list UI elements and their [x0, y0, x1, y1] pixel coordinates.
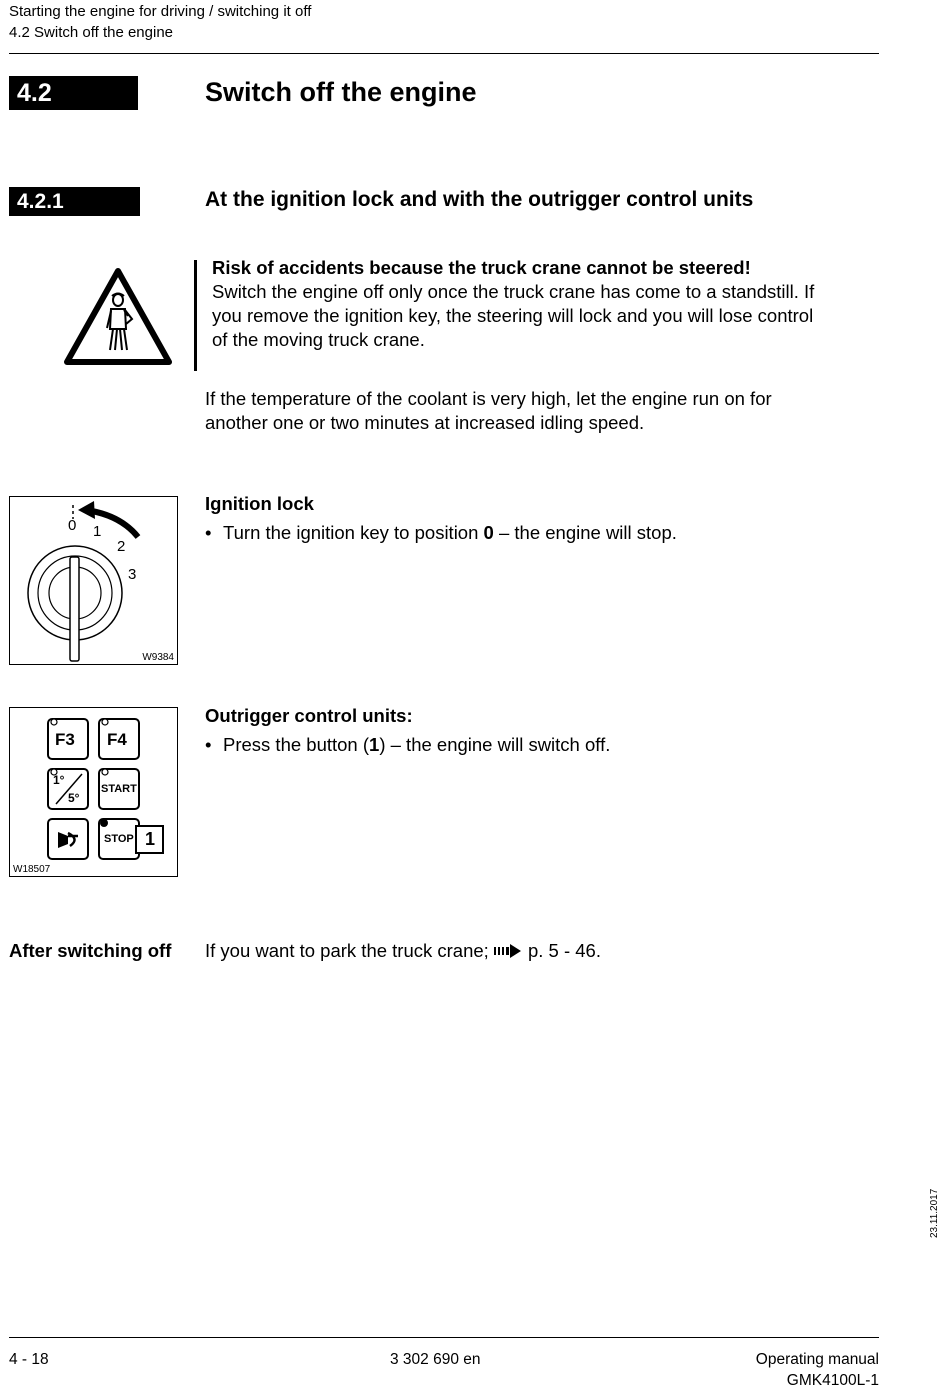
coolant-note-line: If the temperature of the coolant is very high, let the engine run on for — [205, 388, 772, 409]
ignition-position-1: 1 — [93, 523, 102, 540]
ignition-heading: Ignition lock — [205, 493, 314, 514]
outrigger-bullet — [205, 733, 885, 757]
ignition-bullet-text — [223, 521, 677, 545]
ignition-bullet — [205, 521, 885, 545]
ignition-lock-figure — [9, 496, 178, 665]
degree-button-bottom-label: 5° — [68, 791, 80, 805]
after-switching-off-label: After switching off — [9, 940, 172, 961]
f3-button-label: F3 — [55, 730, 75, 749]
after-switching-off-text — [205, 939, 601, 964]
section-number: 4.2 — [9, 76, 138, 110]
bullet-icon: • — [205, 734, 212, 755]
ignition-bullet-bold: 0 — [483, 522, 494, 543]
bullet-icon: • — [205, 522, 212, 543]
outrigger-bullet-pre: Press the button ( — [223, 734, 370, 755]
footer-rule — [9, 1337, 879, 1338]
ignition-bullet-post: – the engine will stop. — [493, 522, 677, 543]
stop-callout-number: 1 — [145, 829, 156, 849]
ignition-instructions — [205, 492, 885, 545]
outrigger-bullet-post: ) – the engine will switch off. — [379, 734, 611, 755]
coolant-note — [205, 387, 885, 435]
manual-title-line2: GMK4100L-1 — [786, 1372, 879, 1389]
manual-title — [756, 1349, 879, 1391]
warning-text-block — [212, 256, 882, 352]
page-reference-link[interactable]: p. 5 - 46. — [527, 940, 601, 961]
outrigger-control-figure — [9, 707, 178, 877]
outrigger-instructions — [205, 704, 885, 757]
ignition-position-2: 2 — [117, 538, 126, 555]
warning-triangle-person-icon — [62, 266, 174, 366]
degree-button-top-label: 1° — [53, 773, 65, 787]
subsection-title: At the ignition lock and with the outrigger control units — [205, 188, 754, 211]
ignition-position-3: 3 — [128, 566, 137, 583]
f4-button-label: F4 — [107, 730, 127, 749]
page-number: 4 - 18 — [9, 1351, 49, 1368]
warning-line: of the moving truck crane. — [212, 329, 425, 350]
outrigger-figure-code: W18507 — [13, 864, 51, 875]
warning-heading: Risk of accidents because the truck crane cannot be steered! — [212, 257, 751, 278]
header-rule — [9, 53, 879, 54]
manual-title-line1: Operating manual — [755, 1351, 879, 1368]
warning-line: you remove the ignition key, the steering will lock and you will lose control — [212, 305, 814, 326]
running-header-chapter: Starting the engine for driving / switching it off — [9, 3, 312, 20]
outrigger-bullet-bold: 1 — [369, 734, 380, 755]
side-date: 23.11.2017 — [929, 1188, 940, 1238]
subsection-number: 4.2.1 — [9, 187, 140, 216]
start-button-label: START — [101, 783, 137, 795]
ignition-bullet-pre: Turn the ignition key to position — [223, 522, 484, 543]
document-number: 3 302 690 en — [390, 1351, 481, 1368]
warning-side-bar — [194, 260, 197, 371]
stop-button-label: STOP — [104, 833, 134, 845]
section-title: Switch off the engine — [205, 77, 477, 107]
ignition-figure-code: W9384 — [142, 652, 174, 663]
coolant-note-line: another one or two minutes at increased idling speed. — [205, 412, 645, 433]
reference-arrow-icon — [494, 940, 522, 964]
outrigger-heading: Outrigger control units: — [205, 705, 413, 726]
outrigger-bullet-text — [223, 733, 610, 757]
ignition-position-0: 0 — [68, 517, 77, 534]
after-text: If you want to park the truck crane; — [205, 940, 494, 961]
running-header-section: 4.2 Switch off the engine — [9, 24, 174, 41]
warning-line: Switch the engine off only once the truck crane has come to a standstill. If — [212, 281, 815, 302]
